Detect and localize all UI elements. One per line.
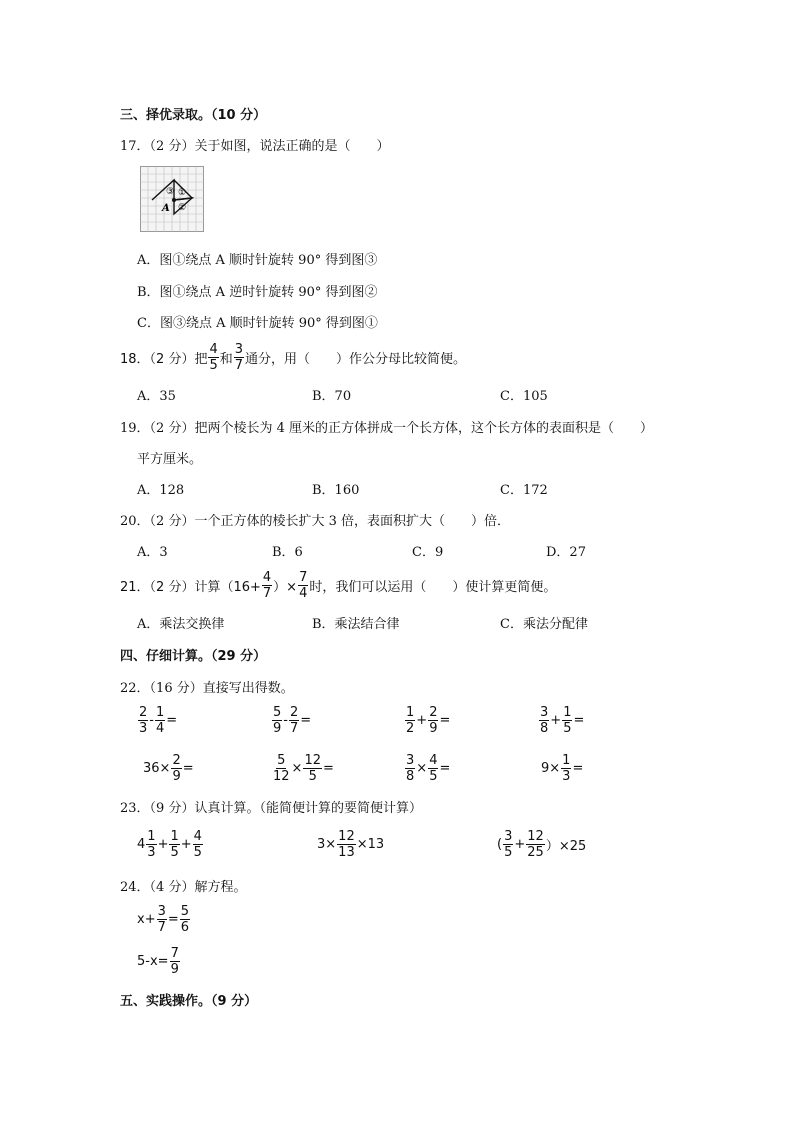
q24-equation-2: 5-x= $\frac{7}{9}$ [137, 945, 179, 977]
question-18-option-b[interactable]: B．70 [312, 389, 352, 404]
q24-equation-1: x+ $\frac{3}{7}$ = $\frac{5}{6}$ [137, 903, 190, 935]
question-19-option-c[interactable]: C．172 [500, 483, 548, 498]
question-20-option-b[interactable]: B．6 [272, 545, 303, 560]
q22-expression-1: $\frac{2}{3}$ - $\frac{1}{4}$ = [139, 704, 178, 736]
question-17-stem: 17．（2 分）关于如图，说法正确的是（ ） [120, 139, 390, 154]
section-4-title: 四、仔细计算。（29 分） [120, 649, 267, 664]
question-24-stem: 24．（4 分）解方程。 [120, 880, 247, 895]
q23-expression-2: 3× $\frac{12}{13}$ ×13 [317, 828, 385, 860]
q22-expression-7: $\frac{3}{8}$ × $\frac{4}{5}$ = [406, 752, 451, 784]
section-3-title: 三、择优录取。（10 分） [120, 108, 267, 123]
q23-expression-3: ( $\frac{3}{5}$ + $\frac{12}{25}$ ）×25 [497, 828, 587, 860]
question-18-stem: 18．（2 分）把 $\frac{4}{5}$ 和 $\frac{3}{7}$ 通分，用（ ）作公分母比较简便。 [120, 341, 467, 373]
fraction: $\frac{4}{5}$ [209, 341, 218, 373]
section-5-title: 五、实践操作。（9 分） [120, 994, 258, 1009]
question-23-stem: 23．（9 分）认真计算。（能简便计算的要简便计算） [120, 801, 422, 816]
question-20-option-c[interactable]: C．9 [412, 545, 444, 560]
figure-label-2: ② [178, 203, 187, 213]
question-20-stem: 20．（2 分）一个正方体的棱长扩大 3 倍，表面积扩大（ ）倍． [120, 514, 510, 529]
q23-expression-1: 4 $\frac{1}{3}$ + $\frac{1}{5}$ + $\frac{4}{5}$ [137, 828, 202, 860]
question-20-option-d[interactable]: D．27 [546, 545, 586, 560]
q22-expression-3: $\frac{1}{2}$ + $\frac{2}{9}$ = [406, 704, 451, 736]
question-19-stem: 19．（2 分）把两个棱长为 4 厘米的正方体拼成一个长方体，这个长方体的表面积是（ ） [120, 421, 653, 436]
question-21-option-b[interactable]: B．乘法结合律 [312, 617, 400, 632]
q22-expression-6: $\frac{5}{12}$ × $\frac{12}{5}$ = [273, 752, 334, 784]
question-20-option-a[interactable]: A．3 [137, 545, 168, 560]
question-17-option-b[interactable]: B．图①绕点 A 逆时针旋转 90° 得到图② [137, 285, 378, 300]
question-19-option-b[interactable]: B．160 [312, 483, 360, 498]
question-21-option-a[interactable]: A．乘法交换律 [137, 617, 225, 632]
question-21-stem: 21．（2 分）计算（16+ $\frac{4}{7}$ ）× $\frac{7}{4}$ 时，我们可以运用（ ）使计算更简便。 [120, 569, 557, 601]
q22-expression-8: 9× $\frac{1}{3}$ = [541, 752, 584, 784]
question-21-option-c[interactable]: C．乘法分配律 [500, 617, 588, 632]
question-17-option-a[interactable]: A．图①绕点 A 顺时针旋转 90° 得到图③ [137, 253, 378, 268]
q22-expression-5: 36× $\frac{2}{9}$ = [143, 752, 194, 784]
question-19-option-a[interactable]: A．128 [137, 483, 185, 498]
fraction: $\frac{4}{7}$ [262, 569, 272, 601]
q22-expression-4: $\frac{3}{8}$ + $\frac{1}{5}$ = [540, 704, 585, 736]
question-17-option-c[interactable]: C．图③绕点 A 顺时针旋转 90° 得到图① [137, 316, 378, 331]
question-19-stem-line2: 平方厘米。 [137, 452, 203, 467]
figure-label-1: ① [178, 188, 187, 198]
figure-label-a: A [162, 203, 170, 214]
figure-label-3: ③ [166, 187, 175, 197]
fraction: $\frac{7}{4}$ [299, 569, 308, 601]
question-18-option-a[interactable]: A．35 [137, 389, 176, 404]
question-18-option-c[interactable]: C．105 [500, 389, 548, 404]
fraction: $\frac{3}{7}$ [234, 341, 244, 373]
question-22-stem: 22．（16 分）直接写出得数。 [120, 681, 294, 696]
rotation-grid-figure [140, 166, 204, 232]
q22-expression-2: $\frac{5}{9}$ - $\frac{2}{7}$ = [273, 704, 312, 736]
